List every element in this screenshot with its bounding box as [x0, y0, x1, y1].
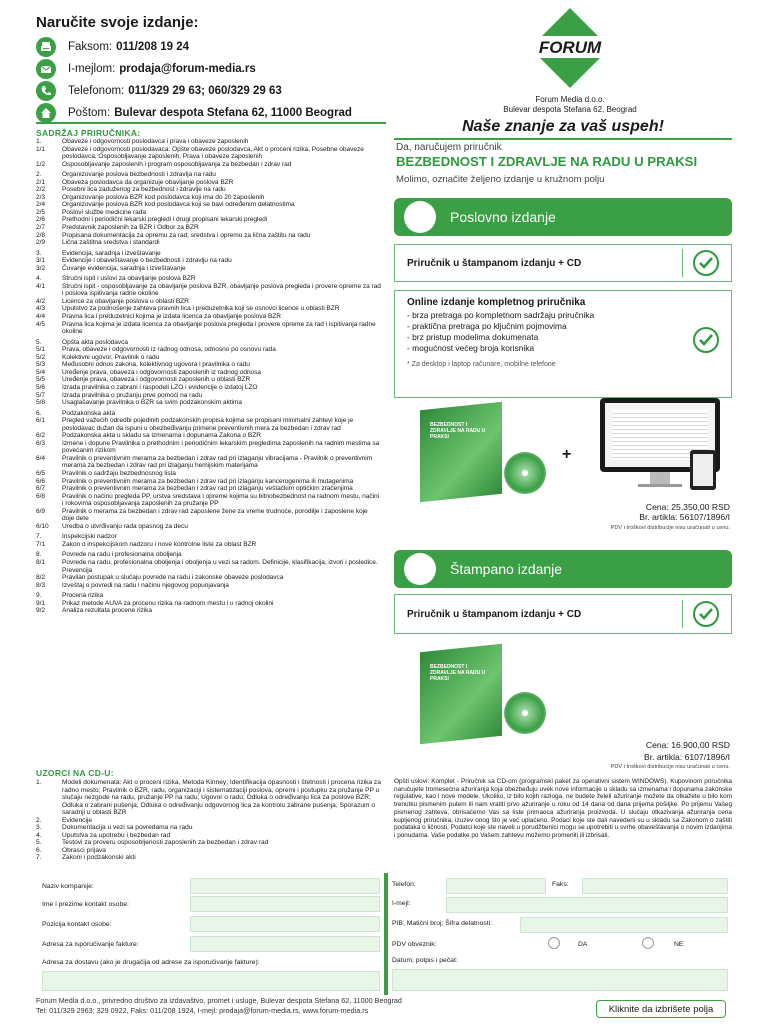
business-edition-panel[interactable]: Poslovno izdanje	[394, 198, 732, 236]
list-item: 8. Povrede na radu i profesionalna oboljenja	[36, 551, 182, 559]
list-item: 2. Evidencije	[36, 816, 93, 824]
list-item: 5/3 Međusobni odnos zakona, kolektivnog ugovora i pravilnika o radu	[36, 361, 250, 369]
list-item: 8/2 Pravilan postupak u slučaju povrede na radu i zakonske obaveze poslodavca	[36, 574, 284, 582]
list-item: 1/1 Obaveze i odgovornosti poslodavaca: Opšte obaveze poslodavca, Akt o proceni rizika, Posebne obaveze poslodavca, Osposobljavanje zaposlenih, Prava i obaveze zaposlenih	[36, 145, 364, 161]
list-item: 2/7 Predstavnik zaposlenih za BZR i Odbor za BZR	[36, 224, 199, 232]
clear-fields-button[interactable]: Kliknite da izbrišete polja	[596, 1000, 726, 1018]
list-item: 4/1 Stručni ispit - osposobljavanje za obavljanje poslova BZR, obavljanje poslova pregleda i provere opreme za rad i poslova ispitivanja radne okoline	[36, 282, 381, 298]
order-title: Naručite svoje izdanje:	[36, 14, 199, 31]
list-item: 5/6 Izrada pravilnika o zabrani i raspodeli LZO i evidencije o izdatoj LZO	[36, 383, 258, 391]
forum-logo	[528, 6, 612, 94]
business-option-online[interactable]: Online izdanje kompletnog priručnika - brza pretraga po kompletnom sadržaju priručnika - praktična pretraga po ključnim pojmovima - brz pristup modelima dokumenata - mogućnost većeg broja korisnika * Za desktop i laptop računare, mobilne telefone	[394, 290, 732, 398]
invoice-address-input[interactable]	[190, 936, 380, 952]
phone-input[interactable]	[446, 878, 546, 894]
business-edition-radio[interactable]	[404, 201, 436, 233]
list-item: 2/9 Lična zaštitna sredstva i standardi	[36, 239, 160, 247]
list-item: 5. Testovi za proveru osposobljenosti zaposlenih za bezbedan i zdrav rad	[36, 839, 269, 847]
list-item: 8/1 Povrede na radu, profesionalna oboljenja i oboljenja u vezi sa radom. Definicije, klasifikacija, izvori i posledice. Prevencija	[36, 558, 378, 574]
list-item: 5/1 Prava, obaveze i odgovornosti iz radnog odnosa, odnosno po osnovu rada	[36, 346, 276, 354]
list-item: 7/1 Zakon o inspekcijskom nadzoru i nove kontrolne liste za oblast BZR	[36, 540, 257, 548]
company-name-input[interactable]	[190, 878, 380, 894]
list-item: 5. Opšta akta poslodavca	[36, 338, 129, 346]
list-item: 3/1 Evidencije i obaveštavanje o bezbednosti i zdravlju na radu	[36, 257, 232, 265]
product-box-image: BEZBEDNOST I ZDRAVLJE NA RADU U PRAKSI	[412, 642, 554, 742]
printed-pdv-note: PDV i troškovi distribucije nisu uračunati u cenu.	[610, 764, 730, 770]
list-item: 6. Obrasci prijava	[36, 846, 106, 854]
business-article-number: Br. artikla: 56107/1896/I	[639, 512, 730, 522]
list-item: 2/2 Posebni lica zaduženog za bezbednost i zdravlje na radu	[36, 186, 226, 194]
cd-list	[36, 779, 381, 862]
list-item: 5/5 Uređenje prava, obaveza i odgovornosti zaposlenih u oblasti BZR	[36, 376, 251, 384]
pib-input[interactable]	[520, 917, 728, 933]
check-icon[interactable]	[693, 601, 719, 627]
list-item: 1. Modeli dokumenata: Akt o proceni rizika, Metoda Kinney; Identifikacija opasnosti i štetnosti i procena rizika za radno mesto; Pravilnik o BZR, radu, organizaciji i sistematizaciji poslova, opremi i postupku za pružanje PP u slučaju nezgode na radu, pružanje PP na radu; Ugovor o radu; Odluka o određivanju lica za poslove BZR; Odluka o zabrani pušenja; Odluka o određivanju odgovornog lica za kontrolu zabrane pušenja; Sporazum o saradnji u oblasti BZR	[36, 779, 381, 817]
list-item: 5/4 Uređenje prava, obaveza i odgovornosti zaposlenih iz radnog odnosa	[36, 368, 262, 376]
list-item: 4/2 Licence za obavljanje poslova u oblasti BZR	[36, 297, 189, 305]
list-item: 1/2 Osposobljavanje zaposlenih i program osposobljavanja za bezbedan i zdrav rad	[36, 160, 292, 168]
order-form: Naziv kompanije: Ime i prezime kontakt osobe: Pozicija kontakt osobe: Adresa za isporučivanje fakture: Adresa za dostavu (ako je drugačija od adrese za isporučivanje fakture): Telefon: Faks: I-mejl: PIB; Matični broj; Šifra delatnosti: PDV obveznik: DA NE Datum, potpis i pečat:	[36, 873, 732, 995]
list-item: 7. Zakoni i podzakonski akti	[36, 854, 136, 862]
home-icon	[36, 103, 56, 123]
business-pdv-note: PDV i troškovi distribucije nisu uračunati u cenu.	[610, 525, 730, 531]
list-item: 5/7 Izrada pravilnika o pružanju prve pomoći na radu	[36, 391, 203, 399]
cd-image	[504, 692, 546, 734]
fax-input[interactable]	[582, 878, 728, 894]
contact-post: Poštom: Bulevar despota Stefana 62, 11000 Beograd	[36, 102, 396, 124]
plus-sign: +	[562, 446, 572, 463]
printed-price: Cena: 16.900,00 RSD	[645, 740, 730, 750]
list-item: 6/9 Pravilnik o merama za bezbedan i zdrav rad zaposlene žene za vreme trudnoće, porodilje i zaposlene koje doje dete	[36, 507, 368, 523]
list-item: 6/2 Podzakonska akta u skladu sa izmenama i dopunama Zakona o BZR	[36, 432, 261, 440]
contact-position-input[interactable]	[190, 916, 380, 932]
list-item: 3. Dokumentacija u vezi sa povredama na radu	[36, 824, 193, 832]
list-item: 1. Obaveze i odgovornosti poslodavca i prava i obaveze zaposlenih	[36, 138, 249, 145]
list-item: 9. Procena rizika	[36, 592, 104, 600]
list-item: 2. Organizovanje poslova bezbednosti i zdravlja na radu	[36, 171, 216, 179]
order-intro: Da, naručujem priručnik	[396, 142, 502, 153]
list-item: 4/5 Pravna lica kojima je izdata licenca za obavljanje poslova pregleda i provere opreme za rad i ispitivanja radne okoline	[36, 320, 376, 336]
cd-heading: UZORCI NA CD-U:	[36, 768, 114, 778]
phone-icon	[36, 81, 56, 101]
delivery-address-input[interactable]	[42, 971, 380, 991]
pdv-yes-radio[interactable]	[548, 937, 560, 949]
divider	[36, 122, 386, 124]
list-item: 9/2 Analiza rezultata procene rizika	[36, 607, 153, 615]
toc-list	[36, 138, 381, 615]
list-item: 3/2 Čuvanje evidencija, saradnja i izveštavanje	[36, 264, 186, 272]
list-item: 6/10 Uredba o utvrđivanju rada opasnog za decu	[36, 522, 188, 530]
contact-name-input[interactable]	[190, 896, 380, 912]
list-item: 2/8 Propisana dokumentacija za opremu za rad, sredstva i opremu za lična zaštitu na radu	[36, 231, 311, 239]
list-item: 3. Evidencija, saradnja i izveštavanje	[36, 249, 161, 257]
pdv-no-radio[interactable]	[642, 937, 654, 949]
business-price: Cena: 25.350,00 RSD	[645, 502, 730, 512]
list-item: 4/4 Pravna lica i preduzetnici kojima je izdata licenca za obavljanje poslova BZR	[36, 313, 281, 321]
list-item: 2/4 Organizovanje poslova BZR kod poslodavca koji se bavi određenim delatnostima	[36, 201, 295, 209]
list-item: 2/6 Prethodni i periodični lekarski pregledi i drugi propisani lekarski pregledi	[36, 216, 268, 224]
list-item: 4. Uputstva za upotrebu i bezbedan rad	[36, 831, 171, 839]
list-item: 2/5 Poslovi službe medicine rada	[36, 208, 146, 216]
list-item: 5/8 Usaglašavanje pravilnika o BZR sa svim podzakonskim aktima	[36, 399, 242, 407]
signature-input[interactable]	[392, 969, 728, 991]
list-item: 2/3 Organizovanje poslova BZR kod poslodavca koji ima do 20 zaposlenih	[36, 193, 265, 201]
footer: Forum Media d.o.o., privredno društvo za izdavaštvo, promet i usluge, Bulevar despota Stefana 62, 11000 Beograd Tel: 011/329 2963; 329 0922, Faks: 011/208 1924, I-mejl: prodaja@forum-media.rs, www.forum-media.rs	[36, 996, 402, 1015]
printed-option-print[interactable]: Priručnik u štampanom izdanju + CD	[394, 594, 732, 634]
toc-heading: SADRŽAJ PRIRUČNIKA:	[36, 128, 141, 138]
divider	[394, 138, 732, 140]
list-item: 6/5 Pravilnik o sadržaju bezbednosnog lista	[36, 469, 176, 477]
email-input[interactable]	[446, 897, 728, 913]
printed-edition-radio[interactable]	[404, 553, 436, 585]
cd-image	[504, 452, 546, 494]
list-item: 6/8 Pravilnik o načinu pregleda PP, urstva sredstava i opreme kojima su bitnobezbednost na radnom mestu, načini i rokovima osposobljavanja zaposlenih za pružanje PP	[36, 492, 380, 508]
slogan: Naše znanje za vaš uspeh!	[462, 118, 664, 135]
list-item: 4. Stručni ispit i uslovi za obavljanje poslova BZR	[36, 275, 196, 283]
check-icon[interactable]	[693, 250, 719, 276]
list-item: 9/1 Prikaz metode AUVA za procenu rizika na radnom mestu i u radnoj okolini	[36, 599, 274, 607]
printed-edition-panel[interactable]: Štampano izdanje	[394, 550, 732, 588]
list-item: 6/1 Pregled važećih odredbi pojedinih podzakonskih propisa kojima se propisani minimalni zahtevi koje je poslodavac dužan da ispuni u obezbeđivanju primene preventivnih mera za bezbedan i zdrav rad	[36, 417, 354, 432]
mail-icon	[36, 59, 56, 79]
product-title: BEZBEDNOST I ZDRAVLJE NA RADU U PRAKSI	[396, 154, 698, 169]
product-box-image: BEZBEDNOST I ZDRAVLJE NA RADU U PRAKSI	[412, 398, 554, 502]
printed-article-number: Br. artikla: 6107/1896/I	[644, 752, 730, 762]
devices-image	[600, 398, 730, 498]
list-item: 6/4 Pravilnik o preventivnim merama za bezbedan i zdrav rad pri izlaganju vibracijama - Pravilnik o preventivnim merama za bezbedan i zdrav rad pri izlaganju hemijskim materijama	[36, 454, 373, 470]
list-item: 6/7 Pravilnik o preventivnim merama za bezbedan i zdrav rad pri izlaganju veštačkim optičkim zračenjima	[36, 485, 353, 493]
contact-fax: Faksom: 011/208 19 24	[36, 36, 396, 58]
list-item: 6/6 Pravilnik o preventivnim merama za bezbedan i zdrav rad pri izlaganju kancerogenima ili mutagenima	[36, 477, 354, 485]
general-terms: Opšti uslovi: Komplet - Priručnik sa CD-om (programski paket za operativni sistem WINDOWS). Kupovinom priručnika naručujete tromesečna ažuriranja koja obezbeđuju uvek nove informacije u skladu sa izmenama i dopunama zakonske regulative, kao i nove modele. Ukoliko, iz bilo kojih razloga, ne budete želeli ažuriranje možete da otkažete u bilo kom trenutku pismenim putem ili nam vratiti prvo ažuriranje u roku od 14 dana od dana prijema pošiljke. Po prijemu Vašeg pismenog zahteva, obrisaćemo Vas sa liste primaoca ažuriranja proizvoda. U slučaju otkazivanja ažuriranja cena kupljenog priručnika, izuzev onog što je već uplaćeno. Podaci koje ste dali navedeni su u skladu sa Zakonom o zaštiti podataka o ličnosti. Podatci koje ste naveli u porudžbenici mogu se upotrebiti u svrhe obaveštavanja o novim izdanjima i ponudama. Vaše podatke po Vašem zahtevu možemo promeniti ili izbrisati.	[394, 778, 732, 839]
list-item: 7. Inspekcijski nadzor	[36, 533, 117, 541]
logo-text: FORUM	[538, 38, 602, 57]
check-icon[interactable]	[693, 327, 719, 353]
list-item: 2/1 Obaveza poslodavca da organizuje obavljanje poslova BZR	[36, 178, 234, 186]
list-item: 8/3 Izveštaj o povredi na radu i načinu njegovog popunjavanja	[36, 581, 229, 589]
list-item: 4/3 Uputstvo za podnošenje zahteva pravnih lica i preduzetnika koji se osnovci licence u oblasti BZR	[36, 305, 340, 313]
list-item: 6/3 Izmene i dopune Pravilnika o prethodnim i periodičnim lekarskim pregledima zaposlenih na radnim mestima sa povećanim rizikom	[36, 439, 380, 455]
contact-phone: Telefonom: 011/329 29 63; 060/329 29 63	[36, 80, 396, 102]
order-instructions: Molimo, označite željeno izdanje u kružnom polju	[396, 174, 605, 185]
company-address: Forum Media d.o.o. Bulevar despota Stefana 62, Beograd	[503, 95, 637, 114]
list-item: 5/2 Kolektivni ugovor, Pravilnik o radu	[36, 353, 160, 361]
contact-mail: I-mejlom: prodaja@forum-media.rs	[36, 58, 396, 80]
business-option-print[interactable]: Priručnik u štampanom izdanju + CD	[394, 244, 732, 282]
list-item: 6. Podzakonska akta	[36, 409, 116, 417]
fax-icon	[36, 37, 56, 57]
